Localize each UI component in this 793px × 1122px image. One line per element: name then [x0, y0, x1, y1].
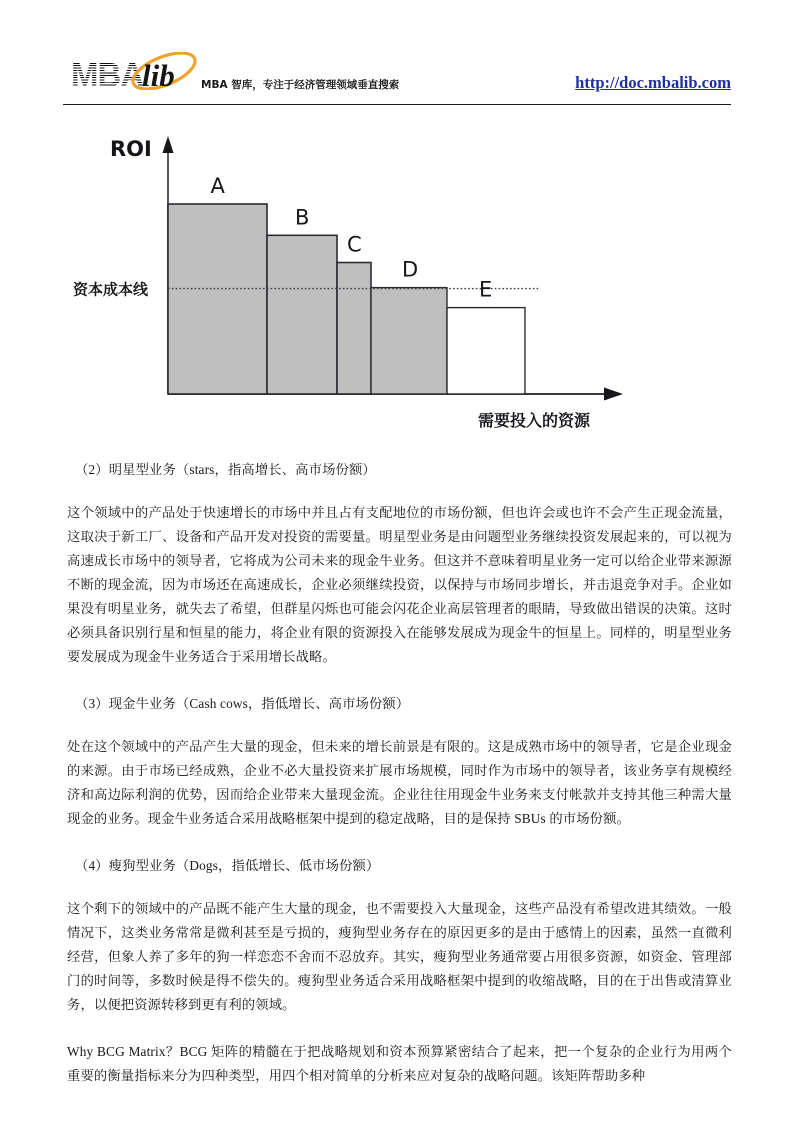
- article-body: [67, 458, 732, 1088]
- capital-cost-line-label: 资本成本线: [73, 280, 149, 299]
- y-axis-label: ROI: [110, 137, 152, 161]
- bar-e: [447, 308, 525, 394]
- section-paragraph-why-bcg-matrix: Why BCG Matrix？BCG 矩阵的精髓在于把战略规划和资本预算紧密结合了起来，把一个复杂的企业行为用两个重要的衡量指标来分为四种类型，用四个相对简单的分析来应对复杂的战略问题。该矩阵帮助多种: [67, 1044, 732, 1083]
- section-heading-cash-cows: （3）现金牛业务（Cash cows，指低增长、高市场份额）: [75, 696, 410, 711]
- logo-lib-text: lib: [142, 58, 175, 93]
- header-divider: [63, 104, 731, 105]
- site-url-link[interactable]: http://doc.mbalib.com: [575, 73, 731, 92]
- bar-d: [371, 288, 447, 394]
- bar-c: [337, 263, 371, 395]
- section-paragraph-cash-cows: 处在这个领域中的产品产生大量的现金，但未来的增长前景是有限的。这是成熟市场中的领导者，它是企业现金的来源。由于市场已经成熟，企业不必大量投资来扩展市场规模，同时作为市场中的领导者，该业务享有规模经济和高边际利润的优势，因而给企业带来大量现金流。企业往往用现金牛业务来支付帐款并支持其他三种需大量现金的业务。现金牛业务适合采用战略框架中提到的稳定战略，目的是保持 SBUs 的市场份额。: [67, 739, 732, 826]
- bar-label-b: B: [295, 205, 310, 230]
- bar-a: [168, 204, 267, 394]
- bar-label-c: C: [347, 232, 362, 257]
- section-paragraph-dogs: 这个剩下的领域中的产品既不能产生大量的现金，也不需要投入大量现金，这些产品没有希望改进其绩效。一般情况下，这类业务常常是微利甚至是亏损的，瘦狗型业务存在的原因更多的是由于感情上的因素，虽然一直微利经营，但象人养了多年的狗一样恋恋不舍而不忍放弃。其实，瘦狗型业务通常要占用很多资源，如资金、管理部门的时间等，多数时候是得不偿失的。瘦狗型业务适合采用战略框架中提到的收缩战略，目的在于出售或清算业务，以便把资源转移到更有利的领域。: [67, 901, 732, 1012]
- bar-label-e: E: [479, 277, 493, 302]
- bar-label-d: D: [402, 257, 419, 282]
- bar-label-a: A: [210, 174, 225, 198]
- roi-resource-bar-chart: [63, 128, 663, 448]
- section-paragraph-stars: 这个领域中的产品处于快速增长的市场中并且占有支配地位的市场份额，但也许会或也许不会产生正现金流量，这取决于新工厂、设备和产品开发对投资的需要量。明星型业务是由问题型业务继续投资发展起来的，可以视为高速成长市场中的领导者，它将成为公司未来的现金牛业务。但这并不意味着明星业务一定可以给企业带来源源不断的现金流，因为市场还在高速成长，企业必须继续投资，以保持与市场同步增长，并击退竞争对手。企业如果没有明星业务，就失去了希望，但群星闪烁也可能会闪花企业高层管理者的眼睛，导致做出错误的决策。这时必须具备识别行星和恒星的能力，将企业有限的资源投入在能够发展成为现金牛的恒星上。同样的，明星型业务要发展成为现金牛业务适合于采用增长战略。: [67, 505, 732, 664]
- mbalib-logo[interactable]: [71, 52, 206, 94]
- section-heading-stars: （2）明星型业务（stars，指高增长、高市场份额）: [75, 462, 376, 477]
- section-heading-dogs: （4）瘦狗型业务（Dogs，指低增长、低市场份额）: [75, 858, 380, 873]
- bar-b: [267, 235, 337, 394]
- logo-mba-text: MBA: [71, 56, 144, 93]
- x-axis-label: 需要投入的资源: [478, 411, 591, 430]
- site-header: [63, 52, 731, 106]
- site-tagline: MBA 智库，专注于经济管理领域垂直搜索: [201, 79, 400, 91]
